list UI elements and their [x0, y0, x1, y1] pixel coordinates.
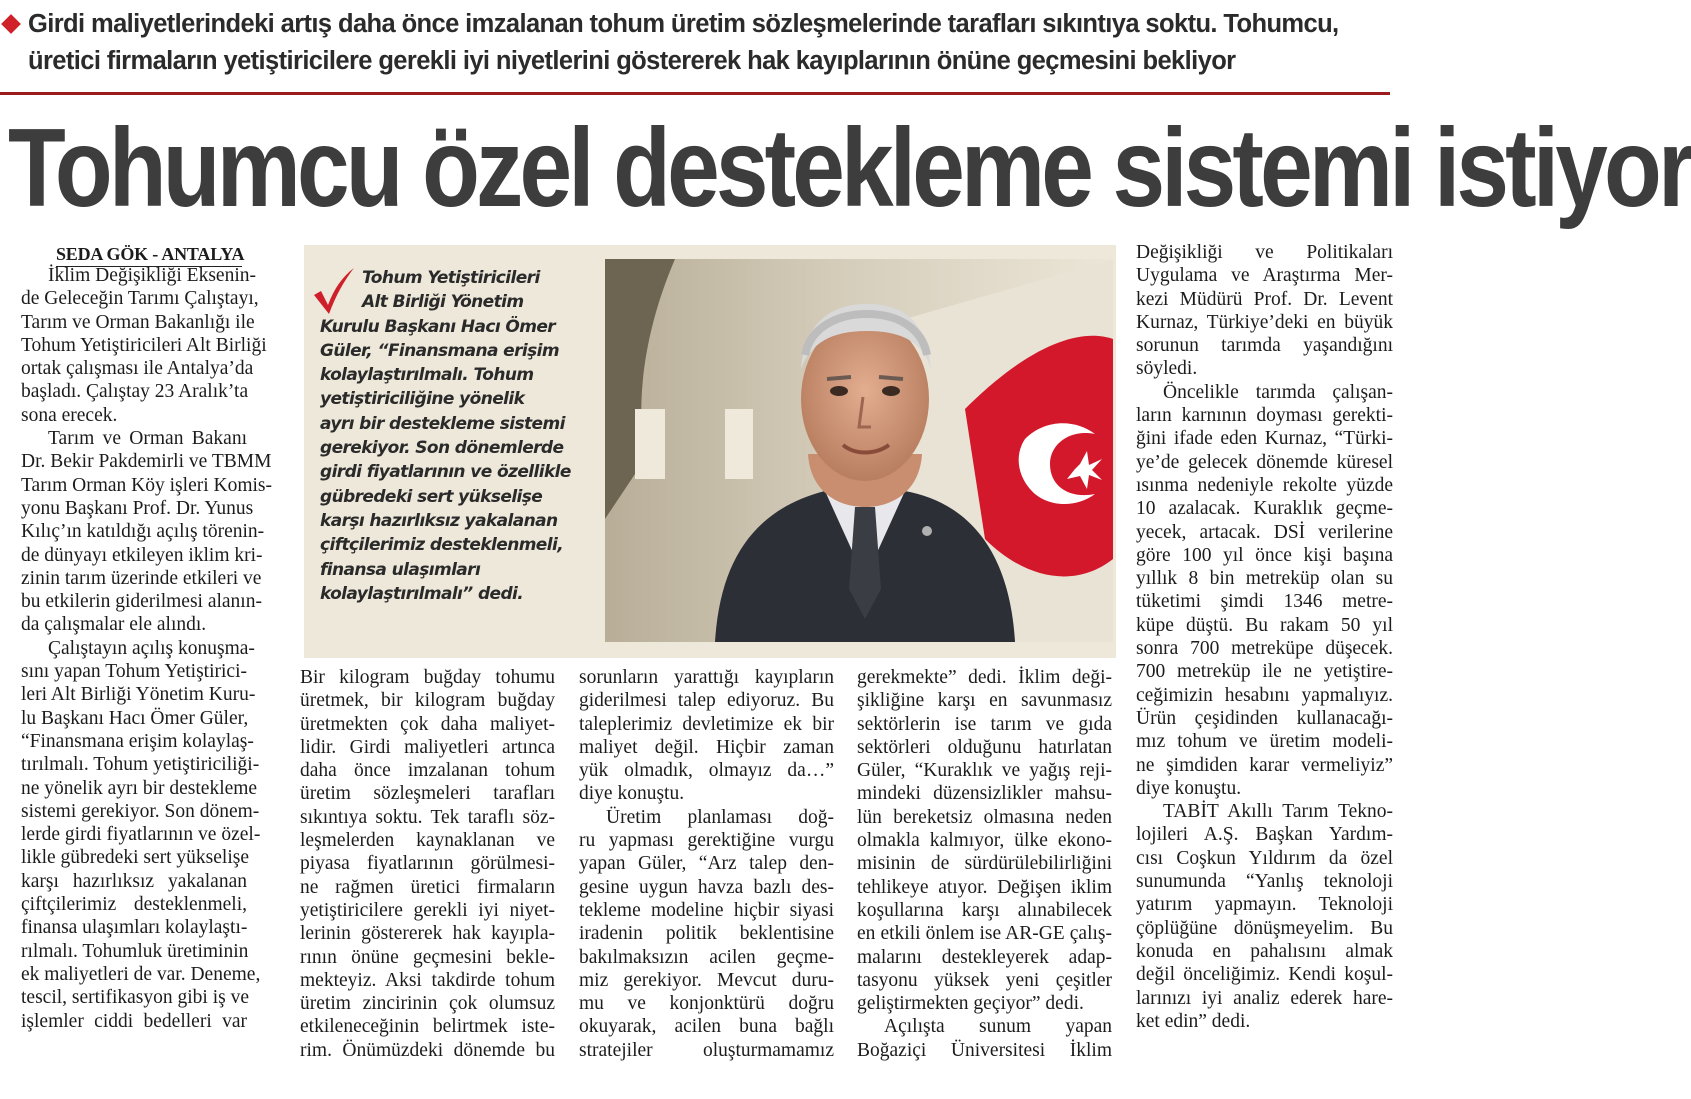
quote-line: Güler, “Finansmana erişim [320, 340, 559, 361]
text-line: de Geleceğin Tarımı Çalıştayı, [21, 288, 259, 310]
text-line: rim. Önümüzdeki dönemde bu [300, 1039, 555, 1061]
text-line: lerinin göstererek hak kayıpla- [300, 923, 555, 945]
article-column-2 [300, 666, 555, 1062]
text-line: larınızı iyi analiz ederek hare- [1136, 987, 1393, 1009]
article-column-1 [21, 264, 273, 1033]
text-line: daha önce imzalanan tohum [300, 760, 555, 782]
quote-line: finansa ulaşımları [320, 559, 481, 580]
byline: SEDA GÖK - ANTALYA [56, 242, 242, 267]
text-line: malarını destekleyerek adap- [857, 946, 1112, 968]
text-line: sistemi gerekiyor. Son dönem- [21, 800, 260, 822]
quote-line: gerekiyor. Son dönemlerde [320, 438, 564, 459]
text-line: lerde girdi fiyatlarının ve özel- [21, 824, 261, 846]
text-line: yapan Güler, “Arz talep den- [579, 853, 834, 875]
text-line: 700 metreküp ile ne yetiştire- [1136, 661, 1393, 683]
text-line: ket edin” dedi. [1136, 1010, 1251, 1032]
text-line: yetiştiricilere gerekli iyi niyet- [300, 899, 555, 921]
text-line: mu ve konjonktürü doğru [579, 993, 834, 1015]
text-line: Çalıştayın açılış konuşma- [48, 637, 255, 659]
text-line: tırılmalı. Tohum yetiştiriciliği- [21, 754, 260, 776]
text-line: bu etkilerin giderilmesi alanın- [21, 591, 262, 613]
text-line: Uygulama ve Araştırma Mer- [1136, 265, 1393, 287]
text-line: da çalışmalar ele alındı. [21, 614, 207, 636]
text-line: ğini ifade eden Kurnaz, “Türki- [1136, 428, 1393, 450]
text-line: olmakla kalmıyor, ülke ekono- [857, 830, 1112, 852]
text-line: yecek, artacak. DSİ verilerine [1136, 521, 1393, 543]
text-line: üretmek, bir kilogram buğday [300, 690, 555, 712]
text-line: kezi Müdürü Prof. Dr. Levent [1136, 288, 1393, 310]
text-line: leri Alt Birliği Yönetim Kuru- [21, 684, 256, 706]
text-line: ortak çalışması ile Antalya’da [21, 358, 254, 380]
text-line: rının önüne geçmesini bekle- [300, 946, 555, 968]
text-line: tekleme modeline hiçbir siyasi [579, 899, 834, 921]
text-line: şikliğine karşı en savunmasız [857, 690, 1112, 712]
text-line: diye konuştu. [579, 783, 685, 805]
quote-line: yetiştiriciliğine yönelik [320, 389, 525, 410]
text-line: lojileri A.Ş. Başkan Yardım- [1136, 824, 1393, 846]
text-line: değil önceliğimiz. Kendi koşul- [1136, 964, 1393, 986]
text-line: Dr. Bekir Pakdemirli ve TBMM [21, 451, 272, 473]
text-line: ne şimdiden karar vermeliyiz” [1136, 754, 1393, 776]
text-line: Bir kilogram buğday tohumu [300, 667, 555, 688]
article-column-5 [1136, 241, 1393, 1033]
article-column-3 [579, 666, 834, 1062]
article-column-4 [857, 666, 1112, 1062]
text-line: tescil, sertifikasyon gibi iş ve [21, 987, 250, 1009]
text-line: Kurnaz, Türkiye’deki en büyük [1136, 311, 1393, 333]
text-line: Tarım ve Orman Bakanlığı ile [21, 311, 255, 333]
portrait-illustration [605, 259, 1113, 642]
text-line: konuda en pahalısını almak [1136, 940, 1393, 962]
text-line: iradenin politik beklentisine [579, 923, 834, 945]
text-line: üretim zincirinin çok olumsuz [300, 993, 555, 1015]
text-line: en etkili önlem ise AR-GE çalış- [857, 923, 1112, 945]
text-line: bakılmaksızın acilen geçme- [579, 946, 834, 968]
text-line: Tarım Orman Köy işleri Komis- [21, 474, 273, 496]
text-line: zinin tarım üzerinde etkileri ve [21, 567, 262, 589]
text-line: sorunların yarattığı kayıpların [579, 667, 834, 688]
text-line: Tarım ve Orman Bakanı [48, 428, 247, 450]
text-line: Ürün çeşidinden kullanacağı- [1136, 707, 1393, 729]
text-line: cısı Coşkun Yıldırım da özel [1136, 847, 1393, 869]
text-line: çöplüğüne dönüşmeyelim. Bu [1136, 917, 1393, 939]
text-line: rılmalı. Tohumluk üretiminin [21, 940, 249, 962]
text-line: okuyarak, acilen buna bağlı [579, 1016, 834, 1038]
text-line: de dünyayı etkileyen iklim kri- [21, 544, 263, 566]
text-line: maliyet değil. Hiçbir zaman [579, 736, 834, 758]
text-line: piyasa fiyatlarının görülmesi- [300, 853, 555, 875]
text-line: “Finansmana erişim kolaylaş- [21, 730, 254, 752]
text-line: Tohum Yetiştiricileri Alt Birliği [21, 334, 267, 356]
text-line: Öncelikle tarımda çalışan- [1163, 381, 1393, 403]
text-line: giderilmesi talep ediyoruz. Bu [579, 690, 834, 712]
text-line: Güler, “Kuraklık ve yağış reji- [857, 760, 1112, 782]
text-line: yonu Başkanı Prof. Dr. Yunus [21, 497, 254, 519]
text-line: diye konuştu. [1136, 777, 1242, 799]
text-line: ek maliyetleri de var. Deneme, [21, 963, 261, 985]
quote-line: çiftçilerimiz desteklenmeli, [320, 535, 564, 556]
text-line: işlemler ciddi bedelleri var [21, 1010, 247, 1032]
text-line: TABİT Akıllı Tarım Tekno- [1163, 801, 1393, 823]
text-line: koşullarına karşı alınabilecek [857, 899, 1112, 921]
text-line: ısınma nedeniyle rekolte yüzde [1136, 474, 1393, 496]
text-line: yıllık 8 bin metreküp olan su [1136, 568, 1393, 590]
text-line: sonra 700 metreküpe düşecek. [1136, 638, 1393, 660]
text-line: sını yapan Tohum Yetiştirici- [21, 661, 247, 683]
text-line: likle gübredeki sert yükselişe [21, 847, 249, 869]
text-line: lu Başkanı Hacı Ömer Güler, [21, 707, 249, 729]
text-line: Değişikliği ve Politikaları [1136, 242, 1393, 263]
quote-line: gübredeki sert yükselişe [320, 486, 543, 507]
text-line: tüketimi şimdi 1346 metre- [1136, 591, 1393, 613]
text-line: söyledi. [1136, 358, 1198, 380]
quote-line: kolaylaştırılmalı. Tohum [320, 365, 534, 386]
text-line: ru yapması gerektiğine vurgu [579, 830, 834, 852]
text-line: sona erecek. [21, 404, 118, 426]
text-line: tasyonu yüksek yeni çeşitler [857, 969, 1112, 991]
text-line: leşmelerden kaynaklanan ve [300, 830, 555, 852]
text-line: göre 100 yıl önce kişi başına [1136, 544, 1393, 566]
quote-line: Tohum Yetiştiricileri [362, 268, 540, 288]
pull-quote [320, 266, 590, 606]
text-line: Boğaziçi Üniversitesi İklim [857, 1039, 1112, 1061]
text-line: karşı hazırlıksız yakalanan [21, 870, 247, 892]
text-line: mız tohum ve üretim modeli- [1136, 731, 1393, 753]
text-line: üretmekten çok daha maliyet- [300, 713, 555, 735]
quote-line: Kurulu Başkanı Hacı Ömer [320, 316, 556, 337]
deck-line-2: üretici firmaların yetiştiricilere gerekli iyi niyetlerini göstererek hak kayıplarının önüne geçmesini bekliyor [28, 47, 1236, 75]
text-line: İklim Değişikliği Eksenin- [48, 265, 256, 286]
text-line: etkileneceğinin belirtmek iste- [300, 1016, 555, 1038]
deck-line-1: Girdi maliyetlerindeki artış daha önce imzalanan tohum üretim sözleşmelerinde tarafları sıkıntıya soktu. Tohumcu, [28, 10, 1339, 38]
text-line: taleplerimiz devletimize ek bir [579, 713, 834, 735]
text-line: yatırım yapmayın. Teknoloji [1136, 894, 1393, 916]
text-line: stratejiler oluşturmamamız [579, 1039, 834, 1061]
text-line: küpe düştü. Bu rakam 50 yıl [1136, 614, 1393, 636]
text-line: mindeki düzensizlikler mahsu- [857, 783, 1112, 805]
text-line: yük olmadık, olmayız da…” [579, 760, 834, 782]
text-line: üretim sözleşmeleri tarafları [300, 783, 555, 805]
text-line: sorunun tarımda yaşandığını [1136, 335, 1393, 357]
text-line: ne rağmen üretici firmaların [300, 876, 555, 898]
quote-line: kolaylaştırılmalı” dedi. [320, 583, 524, 604]
text-line: gesine uygun havza bazlı des- [579, 876, 834, 898]
deck-subheadline [28, 6, 1398, 80]
portrait-photo [605, 259, 1113, 642]
text-line: başladı. Çalıştay 23 Aralık’ta [21, 381, 249, 403]
text-line: ne yönelik ayrı bir destekleme [21, 777, 258, 799]
text-line: geliştirmekten geçiyor” dedi. [857, 993, 1084, 1015]
text-line: tehlikeye atıyor. Değişen iklim [857, 876, 1112, 898]
text-line: misinin de sürdürülebilirliğini [857, 853, 1112, 875]
text-line: miz gerekiyor. Mevcut duru- [579, 969, 834, 991]
quote-line: ayrı bir destekleme sistemi [320, 413, 565, 434]
quote-line: girdi fiyatlarının ve özellikle [320, 462, 571, 483]
text-line: sunumunda “Yanlış teknoloji [1136, 871, 1393, 893]
text-line: sektörleri olduğunu hatırlatan [857, 736, 1112, 758]
quote-line: karşı hazırlıksız yakalanan [320, 510, 558, 531]
text-line: Kılıç’ın katıldığı açılış törenin- [21, 521, 265, 543]
quote-line: Alt Birliği Yönetim [362, 292, 524, 313]
text-line: finansa ulaşımları kolaylaştı- [21, 917, 248, 939]
text-line: çiftçilerimiz desteklenmeli, [21, 894, 247, 916]
text-line: Açılışta sunum yapan [884, 1016, 1112, 1038]
text-line: lidir. Girdi maliyetleri artınca [300, 736, 555, 758]
text-line: ceğimizin hesabını yapmalıyız. [1136, 684, 1393, 706]
text-line: 10 azalacak. Kuraklık geçme- [1136, 498, 1393, 520]
text-line: lün bereketsiz olmasına neden [857, 806, 1112, 828]
text-line: sektörlerin ise tarım ve gıda [857, 713, 1112, 735]
text-line: Üretim planlaması doğ- [606, 806, 834, 828]
text-line: mekteyiz. Aksi takdirde tohum [300, 969, 555, 991]
text-line: gerekmekte” dedi. İklim deği- [857, 667, 1112, 688]
red-diamond-icon [1, 14, 21, 34]
headline: Tohumcu özel destekleme sistemi istiyor [8, 106, 1691, 230]
text-line: ye’de gelecek dönemde küresel [1136, 451, 1393, 473]
text-line: ların karnının doyması gerekti- [1136, 405, 1393, 427]
text-line: sıkıntıya soktu. Tek taraflı söz- [300, 806, 555, 828]
red-divider-rule [0, 92, 1390, 95]
